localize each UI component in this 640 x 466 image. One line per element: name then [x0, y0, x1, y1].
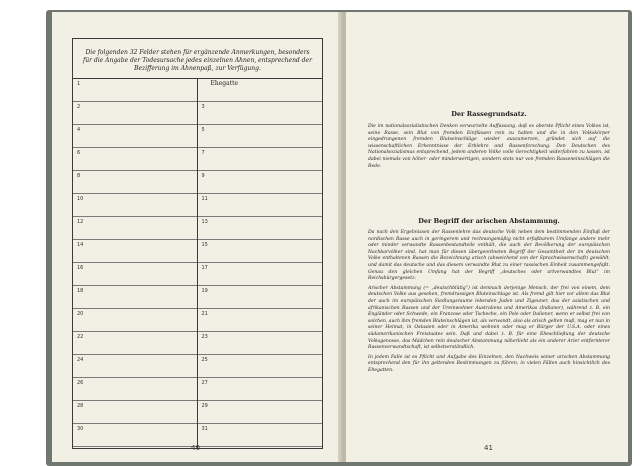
row-number: 31 — [201, 426, 208, 432]
row-number: 28 — [77, 403, 84, 409]
table-row — [198, 79, 323, 102]
page-number: 41 — [484, 444, 493, 452]
table-row — [198, 263, 323, 286]
row-number: 2 — [77, 104, 81, 110]
right-page — [346, 12, 628, 462]
table-row — [198, 309, 323, 332]
table-row — [73, 240, 197, 263]
table-row — [73, 355, 197, 378]
table-row — [198, 217, 323, 240]
left-column — [73, 79, 198, 448]
table-row — [73, 217, 197, 240]
table-row — [73, 171, 197, 194]
row-number: 19 — [201, 288, 208, 294]
table-row — [198, 355, 323, 378]
table-row — [198, 240, 323, 263]
row-number: 30 — [77, 426, 84, 432]
table-row — [198, 378, 323, 401]
row-number: 18 — [77, 288, 84, 294]
right-column — [198, 79, 323, 448]
row-number: 26 — [77, 380, 84, 386]
row-number: 17 — [201, 265, 208, 271]
row-number: 21 — [201, 311, 208, 317]
ancestor-notes-table — [72, 38, 323, 449]
table-row — [73, 263, 197, 286]
row-number: 7 — [201, 150, 205, 156]
table-row — [73, 148, 197, 171]
row-number: 8 — [77, 173, 81, 179]
table-row — [73, 424, 197, 447]
table-row — [73, 401, 197, 424]
paragraph-3: Arischer Abstammung (= „deutschblütig“) ist demnach derjenige Mensch, der frei von einem, dem deutschen Volke aus gesehen, fremdrassigen Bluteinschlage ist. Als fremd gilt hier vor allem das Blut der auch im europäischen Siedlungsraume lebenden Juden und Zigeuner, das der asiatischen und afrikanischen Rassen und der Ureinwohner Australiens und Amerikas (Indianer), während z. B. ein Engländer oder Schwede, ein Franzose oder Tscheche, ein Pole oder Italiener, wenn er selbst frei von solchen, auch ihm fremden Bluteinschlägen ist, als verwandt, also als arisch gelten muß, mag er nun in seiner Heimat, in Ostasien oder in Amerika wohnen oder mag er Bürger der U.S.A. oder eines südamerikanischen Freistaates sein. Daß und dabei z. B. für eine Eheschließung der deutsche Volksgenosse, das Mädchen rein deutscher Abstammung näherlieht als ein anderer Arier entfernterer Rassenverwandtschaft, ist selbstverständlich. — [368, 285, 610, 351]
row-number: 9 — [201, 173, 205, 179]
table-row — [198, 424, 323, 447]
row-number: 12 — [77, 219, 84, 225]
paragraph-2: Da nach den Ergebnissen der Rassenlehre das deutsche Volk neben dem bestimmenden Einfluß der nordischen Rasse auch in geringerem und rechnungsmäßig nicht erfaßbarem Umfange andere mehr oder minder verwandte Rassenbestandteile enthält, die auch der Bevölkerung der europäischen Nachbarvölker sind, hat man für diesen übergeordneten Begriff der Gesamtheit der im deutschen Volke enthaltenen Rassen die Bezeichnung arisch (abweichend von der Sprachwissenschaft) gewählt, und damit das deutsche und das diesem verwandte Blut zu einer rassischen Einheit zusammengefaßt. Genau den gleichen Umfang hat der Begriff „deutsches oder artverwandtes Blut“ im Reichsbürgergesetz. — [368, 230, 610, 282]
paragraph-4: In jedem Falle ist es Pflicht und Aufgabe des Einzelnen, den Nachweis seiner arischen Abstammung entsprechend den für ihn geltenden Bestimmungen zu führen, in vielen Fällen auch hinsichtlich des Ehegatten. — [368, 354, 610, 373]
heading-arische-abstammung: Der Begriff der arischen Abstammung. — [418, 217, 560, 225]
row-number: 10 — [77, 196, 84, 202]
row-number: 29 — [201, 403, 208, 409]
row-number: 15 — [201, 242, 208, 248]
row-number: 14 — [77, 242, 84, 248]
table-row — [73, 309, 197, 332]
table-row — [198, 125, 323, 148]
table-row — [73, 378, 197, 401]
row-number: 4 — [77, 127, 81, 133]
table-row — [198, 286, 323, 309]
row-number: 13 — [201, 219, 208, 225]
row-number: 11 — [201, 196, 208, 202]
table-row — [73, 332, 197, 355]
page-number: 40 — [191, 444, 200, 452]
table-row — [198, 171, 323, 194]
table-row — [198, 332, 323, 355]
heading-rassegrundsatz: Der Rassegrundsatz. — [451, 110, 527, 118]
row-number: 5 — [201, 127, 205, 133]
table-row — [198, 148, 323, 171]
table-row — [73, 102, 197, 125]
table-row — [73, 79, 197, 102]
table-row — [73, 194, 197, 217]
table-intro: Die folgenden 32 Felder stehen für ergänzende Anmerkungen, besonders für die Angabe der Todesursache jedes einzelnen Ahnen, entsprechend der Bezifferung im Ahnenpaß, zur Verfügung. — [73, 39, 322, 79]
row-number: 24 — [77, 357, 84, 363]
left-page — [52, 12, 342, 462]
row-number: 16 — [77, 265, 84, 271]
row-number: 20 — [77, 311, 84, 317]
paragraph-1: Die im nationalsozialistischen Denken verwurzelte Auffassung, daß es oberste Pflicht eines Volkes ist, seine Rasse, sein Blut von fremden Einflüssen rein zu halten und die in den Volkskörper eingedrungenen fremden Blutseinschläge wieder auszumerzen, gründet sich auf die wissenschaftlichen Erkenntnisse der Erblehre und Rassenforschung. Den Deutschen des Nationalsozialismus entsprechend, jedem anderen Volke volle Gerechtigkeit widerfahren zu lassen, ist dabei niemals von höher- oder minderwertigen, sondern stets nur von fremden Rasseneinschlägen die Rede. — [368, 124, 610, 169]
table-row — [198, 401, 323, 424]
table-row — [198, 102, 323, 125]
row-number: 22 — [77, 334, 84, 340]
table-row — [198, 194, 323, 217]
ehegatte-label: Ehegatte — [210, 80, 239, 87]
row-number: 6 — [77, 150, 81, 156]
row-number: 3 — [201, 104, 205, 110]
row-number: 27 — [201, 380, 208, 386]
row-number: 23 — [201, 334, 208, 340]
table-row — [73, 125, 197, 148]
row-number: 1 — [77, 81, 81, 87]
row-number: 25 — [201, 357, 208, 363]
table-row — [73, 286, 197, 309]
